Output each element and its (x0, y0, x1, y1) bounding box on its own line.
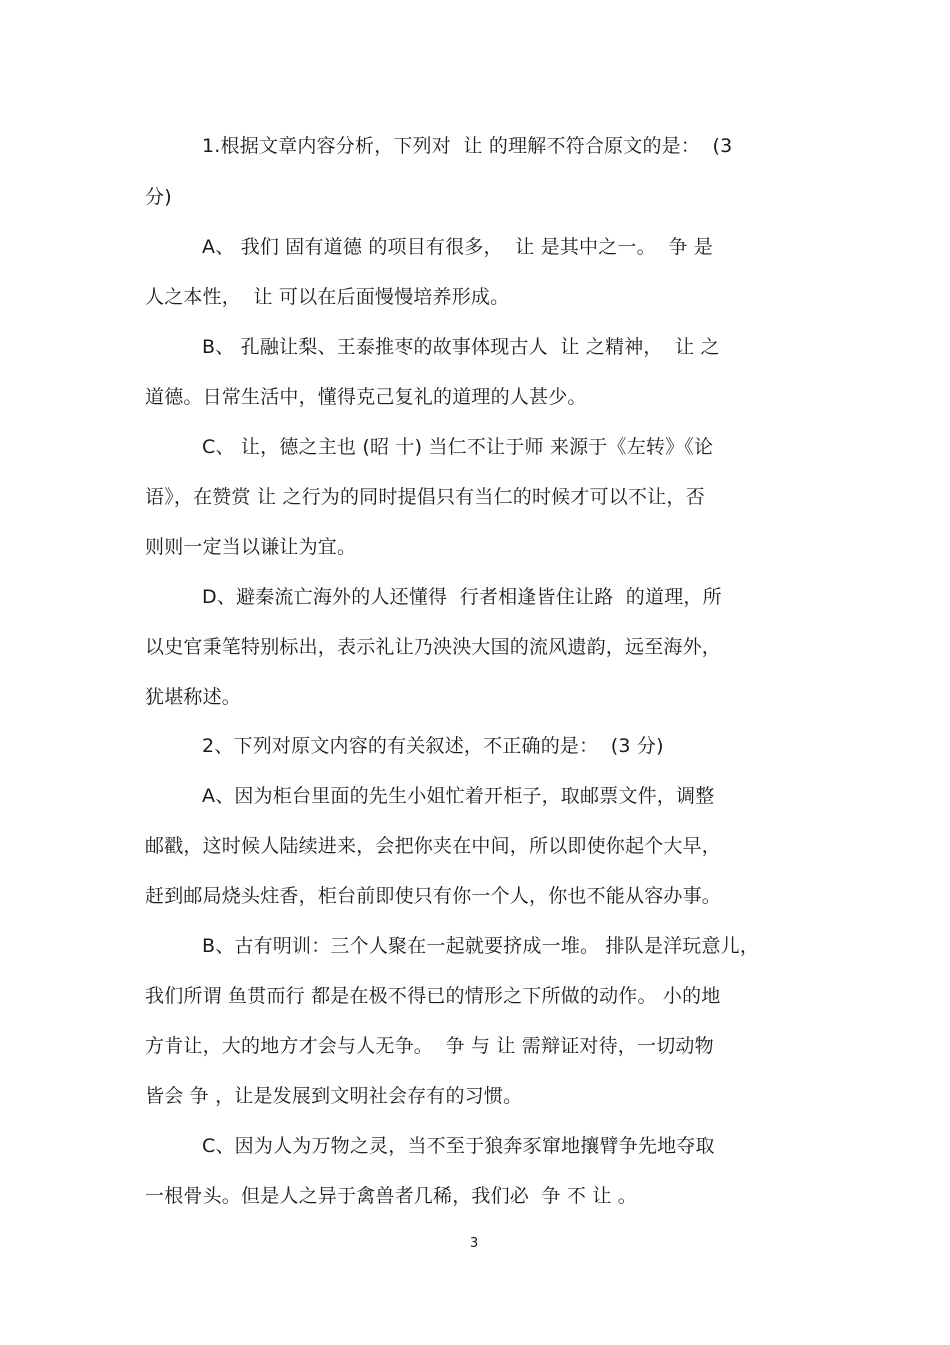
text-line: A、 我们 固有道德 的项目有很多， 让 是其中之一。 争 是 (202, 236, 713, 258)
text-line: 邮戳，这时候人陆续进来，会把你夹在中间，所以即使你起个大早， (145, 835, 722, 857)
text-line: 道德。日常生活中，懂得克己复礼的道理的人甚少。 (145, 386, 587, 408)
text-line: C、因为人为万物之灵，当不至于狼奔豕窜地攘臂争先地夺取 (202, 1135, 715, 1157)
page-number: 3 (470, 1236, 479, 1251)
text-line: D、避秦流亡海外的人还懂得 行者相逢皆住让路 的道理，所 (202, 586, 722, 608)
text-line: A、因为柜台里面的先生小姐忙着开柜子，取邮票文件，调整 (202, 785, 715, 807)
text-line: 方肯让，大的地方才会与人无争。 争 与 让 需辩证对待，一切动物 (145, 1035, 714, 1057)
text-line: 语》，在赞赏 让 之行为的同时提倡只有当仁的时候才可以不让，否 (145, 486, 705, 508)
text-line: 则则一定当以谦让为宜。 (145, 536, 357, 558)
text-line: 以史官秉笔特别标出，表示礼让乃泱泱大国的流风遗韵，远至海外， (145, 636, 722, 658)
text-line: 1.根据文章内容分析，下列对 让 的理解不符合原文的是： (3 (202, 135, 733, 157)
text-line: 2、下列对原文内容的有关叙述，不正确的是： (3 分) (202, 735, 664, 757)
text-line: 人之本性， 让 可以在后面慢慢培养形成。 (145, 286, 510, 308)
text-line: 分) (145, 186, 172, 208)
text-line: B、 孔融让梨、王泰推枣的故事体现古人 让 之精神， 让 之 (202, 336, 720, 358)
text-line: 赶到邮局烧头炷香，柜台前即使只有你一个人，你也不能从容办事。 (145, 885, 722, 907)
text-line: 我们所谓 鱼贯而行 都是在极不得已的情形之下所做的动作。 小的地 (145, 985, 721, 1007)
text-line: C、 让，德之主也 (昭 十) 当仁不让于师 来源于《左转》《论 (202, 436, 714, 458)
text-line: 犹堪称述。 (145, 686, 242, 708)
text-line: 一根骨头。但是人之异于禽兽者几稀，我们必 争 不 让 。 (145, 1185, 637, 1207)
text-line: B、古有明训：三个人聚在一起就要挤成一堆。 排队是洋玩意儿， (202, 935, 760, 957)
text-line: 皆会 争 ，让是发展到文明社会存有的习惯。 (145, 1085, 523, 1107)
